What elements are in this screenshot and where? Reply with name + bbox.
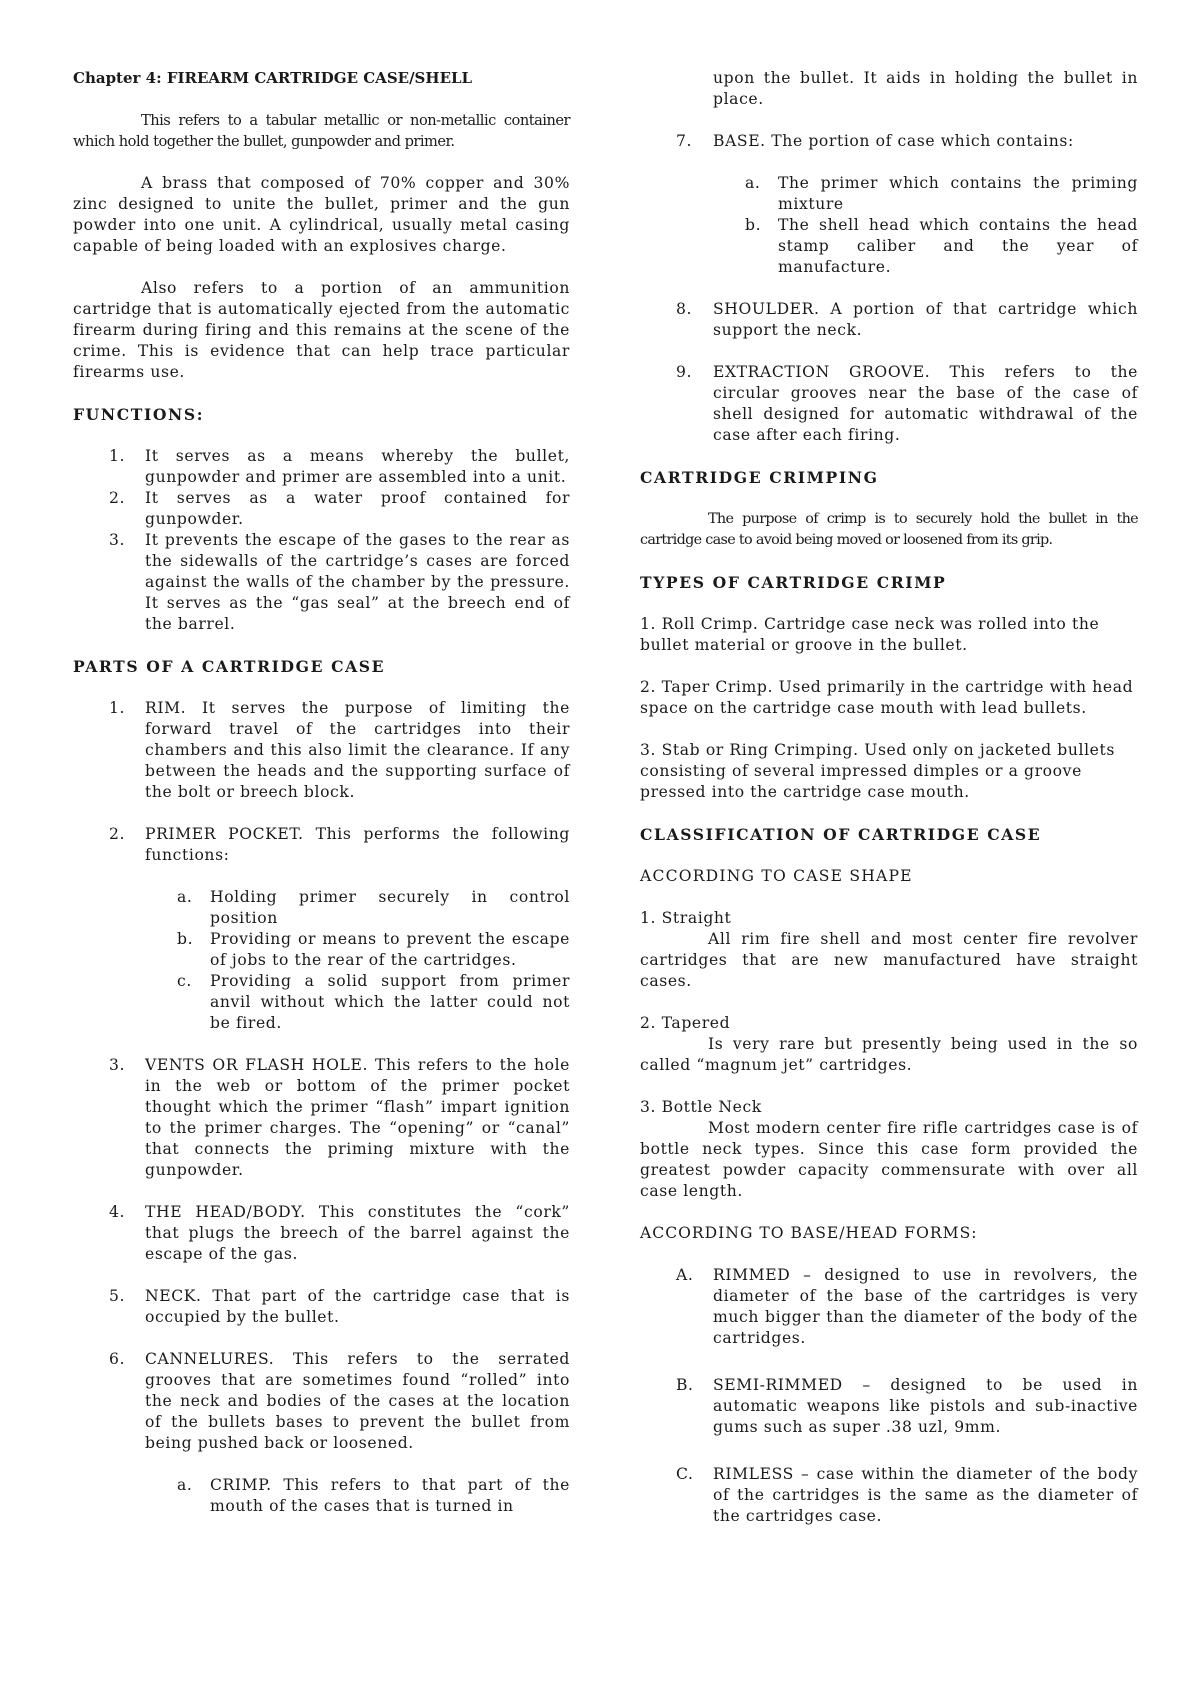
part-item-cannelures bbox=[73, 1349, 570, 1454]
part-text: PRIMER POCKET. This performs the following functions: bbox=[145, 825, 570, 864]
functions-heading: FUNCTIONS: bbox=[73, 405, 205, 424]
list-number: 7. bbox=[676, 132, 693, 150]
crimp-type-stab-ring: 3. Stab or Ring Crimping. Used only on jacketed bullets consisting of several impressed dimples or a groove pressed into the cartridge case mouth. bbox=[640, 741, 1115, 801]
shape-bottle-neck-title: 3. Bottle Neck bbox=[640, 1098, 762, 1116]
part-text: VENTS OR FLASH HOLE. This refers to the hole in the web or bottom of the primer pocket thought which the primer “flash” impart ignition to the primer charges. The “opening” or “canal” that connects the priming mixture with the gunpowder. bbox=[145, 1056, 570, 1179]
function-item-1 bbox=[73, 446, 570, 488]
classification-heading: CLASSIFICATION OF CARTRIDGE CASE bbox=[640, 825, 1042, 844]
part-item-flash-hole bbox=[73, 1055, 570, 1181]
sub-letter: a. bbox=[177, 1476, 193, 1494]
part-item-rim bbox=[73, 698, 570, 803]
part-item-extraction-groove bbox=[640, 362, 1138, 446]
list-letter: B. bbox=[676, 1376, 694, 1394]
sub-letter: c. bbox=[177, 972, 192, 990]
right-column bbox=[640, 68, 1138, 1527]
sub-letter: b. bbox=[745, 216, 762, 234]
intro-paragraph-2: A brass that composed of 70% copper and 30% zinc designed to unite the bullet, primer and the gun powder into one unit. A cylindrical, usually metal casing capable of being loaded with an explosives charge. bbox=[73, 174, 570, 255]
sub-letter: a. bbox=[177, 888, 193, 906]
sub-item bbox=[73, 929, 570, 971]
part-item-shoulder bbox=[640, 299, 1138, 341]
sub-text: Holding primer securely in control position bbox=[210, 888, 570, 927]
sub-letter: a. bbox=[745, 174, 761, 192]
chapter-title: Chapter 4: FIREARM CARTRIDGE CASE/SHELL bbox=[73, 69, 473, 87]
crimping-text: The purpose of crimp is to securely hold the bullet in the cartridge case to avoid being moved or loosened from its grip. bbox=[640, 511, 1138, 548]
types-heading: TYPES OF CARTRIDGE CRIMP bbox=[640, 573, 947, 592]
part-text: EXTRACTION GROOVE. This refers to the circular grooves near the base of the case of shell designed for automatic withdrawal of the case after each firing. bbox=[713, 363, 1138, 444]
list-number: 8. bbox=[676, 300, 693, 318]
part-item-base bbox=[640, 131, 1138, 152]
part-item-head-body bbox=[73, 1202, 570, 1265]
crimp-continued bbox=[576, 68, 1138, 110]
sub-item bbox=[640, 215, 1138, 278]
base-form-semi-rimmed bbox=[640, 1375, 1138, 1438]
list-letter: A. bbox=[676, 1266, 694, 1284]
intro-paragraph-3: Also refers to a portion of an ammunition cartridge that is automatically ejected from the automatic firearm during firing and this remains at the scene of the crime. This is evidence that can help trace particular firearms use. bbox=[73, 279, 570, 381]
parts-list-continued bbox=[640, 131, 1138, 446]
part-item-primer-pocket bbox=[73, 824, 570, 866]
sub-text: The shell head which contains the head stamp caliber and the year of manufacture. bbox=[778, 216, 1138, 276]
shape-tapered-title: 2. Tapered bbox=[640, 1014, 731, 1032]
base-form-text: RIMLESS – case within the diameter of the body of the cartridges is the same as the diameter of the cartridges case. bbox=[713, 1465, 1138, 1525]
part-text: SHOULDER. A portion of that cartridge which support the neck. bbox=[713, 300, 1138, 339]
part-text: RIM. It serves the purpose of limiting the forward travel of the cartridges into their chambers and this also limit the clearance. If any between the heads and the supporting surface of the bolt or breech block. bbox=[145, 699, 570, 801]
shape-straight-text: All rim fire shell and most center fire revolver cartridges that are new manufactured have straight cases. bbox=[640, 930, 1138, 990]
sub-item-crimp bbox=[73, 1475, 570, 1517]
sub-text: The primer which contains the priming mixture bbox=[778, 174, 1138, 213]
function-text: It serves as a means whereby the bullet, gunpowder and primer are assembled into a unit. bbox=[145, 447, 570, 486]
crimp-type-roll: 1. Roll Crimp. Cartridge case neck was rolled into the bullet material or groove in the bullet. bbox=[640, 615, 1100, 654]
function-item-2 bbox=[73, 488, 570, 530]
sub-item bbox=[73, 971, 570, 1034]
part-text: BASE. The portion of case which contains: bbox=[713, 132, 1074, 150]
function-item-3 bbox=[73, 530, 570, 635]
function-text: It prevents the escape of the gases to the rear as the sidewalls of the cartridge’s cases are forced against the walls of the chamber by the pressure. It serves as the “gas seal” at the breech end of the barrel. bbox=[145, 531, 570, 633]
shape-tapered-text: Is very rare but presently being used in the so called “magnum jet” cartridges. bbox=[640, 1035, 1138, 1074]
base-form-rimmed bbox=[640, 1265, 1138, 1349]
list-number: 4. bbox=[109, 1203, 126, 1221]
part-item-neck bbox=[73, 1286, 570, 1328]
crimp-continued-text: upon the bullet. It aids in holding the bullet in place. bbox=[713, 69, 1138, 108]
crimp-type-taper: 2. Taper Crimp. Used primarily in the cartridge with head space on the cartridge case mouth with lead bullets. bbox=[640, 678, 1134, 717]
crimping-heading: CARTRIDGE CRIMPING bbox=[640, 468, 879, 487]
base-form-text: RIMMED – designed to use in revolvers, the diameter of the base of the cartridges is very much bigger than the diameter of the body of the cartridges. bbox=[713, 1266, 1138, 1347]
list-number: 9. bbox=[676, 363, 693, 381]
parts-list bbox=[73, 698, 570, 1517]
list-number: 2. bbox=[109, 489, 126, 507]
part-text: NECK. That part of the cartridge case that is occupied by the bullet. bbox=[145, 1287, 570, 1326]
functions-list bbox=[73, 446, 570, 635]
sub-text: Providing or means to prevent the escape of jobs to the rear of the cartridges. bbox=[210, 930, 570, 969]
part-text: CANNELURES. This refers to the serrated grooves that are sometimes found “rolled” into the neck and bodies of the cases at the location of the bullets bases to prevent the bullet from being pushed back or loosened. bbox=[145, 1350, 570, 1452]
sub-text: CRIMP. This refers to that part of the mouth of the cases that is turned in bbox=[210, 1476, 570, 1515]
function-text: It serves as a water proof contained for gunpowder. bbox=[145, 489, 570, 528]
list-number: 3. bbox=[109, 531, 126, 549]
list-number: 1. bbox=[109, 699, 126, 717]
shape-bottle-neck-text: Most modern center fire rifle cartridges case is of bottle neck types. Since this case form provided the greatest powder capacity commensurate with over all case length. bbox=[640, 1119, 1138, 1200]
list-number: 5. bbox=[109, 1287, 126, 1305]
part-text: THE HEAD/BODY. This constitutes the “cork” that plugs the breech of the barrel against the escape of the gas. bbox=[145, 1203, 570, 1263]
base-form-text: SEMI-RIMMED – designed to be used in automatic weapons like pistols and sub-inactive gums such as super .38 uzl, 9mm. bbox=[713, 1376, 1138, 1436]
case-shape-heading: ACCORDING TO CASE SHAPE bbox=[640, 867, 913, 885]
list-number: 2. bbox=[109, 825, 126, 843]
base-head-forms-heading: ACCORDING TO BASE/HEAD FORMS: bbox=[640, 1224, 978, 1242]
base-forms-list bbox=[640, 1265, 1138, 1527]
list-letter: C. bbox=[676, 1465, 694, 1483]
shape-straight-title: 1. Straight bbox=[640, 909, 732, 927]
sub-item bbox=[73, 887, 570, 929]
sub-text: Providing a solid support from primer anvil without which the latter could not be fired. bbox=[210, 972, 570, 1032]
sub-letter: b. bbox=[177, 930, 194, 948]
list-number: 1. bbox=[109, 447, 126, 465]
list-number: 3. bbox=[109, 1056, 126, 1074]
sub-item bbox=[640, 173, 1138, 215]
intro-paragraph-1: This refers to a tabular metallic or non-metallic container which hold together the bullet, gunpowder and primer. bbox=[73, 112, 570, 150]
base-form-rimless bbox=[640, 1464, 1138, 1527]
list-number: 6. bbox=[109, 1350, 126, 1368]
parts-heading: PARTS OF A CARTRIDGE CASE bbox=[73, 657, 386, 676]
left-column bbox=[73, 68, 570, 1517]
